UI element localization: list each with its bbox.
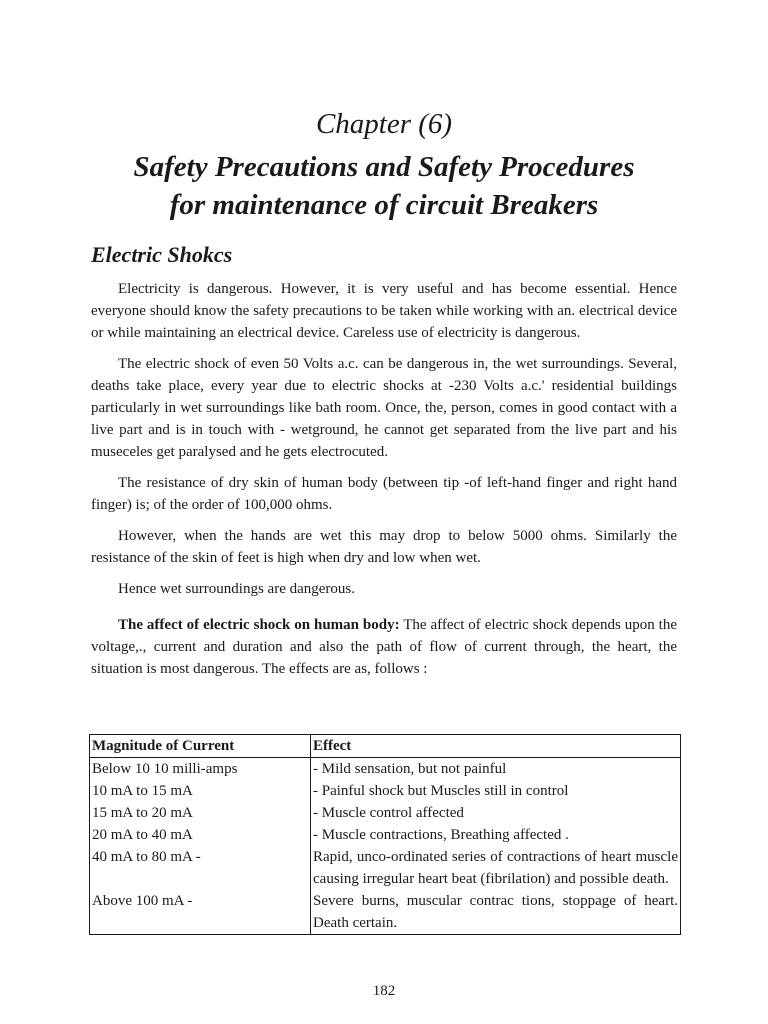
section-heading: Electric Shokcs — [91, 242, 233, 267]
table-row — [90, 890, 681, 935]
header-magnitude: Magnitude of Current — [90, 735, 311, 758]
paragraph-1: Electricity is dangerous. However, it is very useful and has become essential. Hence everyone should know the safety precautions to be taken while working with an. electrical device or while maintaining an electrical device. Careless use of electricity is dangerous. — [91, 281, 677, 341]
table-row — [90, 780, 681, 802]
chapter-title-line-1: Safety Precautions and Safety Procedures — [133, 151, 635, 183]
effect-cell: Rapid, unco-ordinated series of contractions of heart muscle causing irregular heart beat (fibrilation) and possible death. — [313, 849, 678, 887]
current-cell: 40 mA to 80 mA - — [90, 846, 311, 890]
affect-paragraph — [91, 614, 677, 680]
table-row — [90, 846, 681, 890]
paragraph-2: The electric shock of even 50 Volts a.c. can be dangerous in, the wet surroundings. Several, deaths take place, every year due to electric shocks at -230 Volts a.c.' residential buildings particularly in wet surroundings like bath room. Once, the, person, comes in good contact with a live part and is in touch with - wetground, he cannot get separated from the live part and his museceles get paralysed and he gets electrocuted. — [91, 356, 677, 460]
chapter-label: Chapter (6) — [315, 108, 453, 140]
effect-cell: - Muscle contractions, Breathing affected . — [313, 827, 569, 843]
current-cell: 20 mA to 40 mA — [90, 824, 311, 846]
paragraph-5: Hence wet surroundings are dangerous. — [118, 581, 356, 597]
current-cell: Below 10 10 milli-amps — [90, 758, 311, 781]
header-effect: Effect — [311, 735, 681, 758]
body-text — [91, 278, 677, 689]
shock-effects-table — [89, 734, 681, 935]
table-header-row — [90, 735, 681, 758]
table-row — [90, 802, 681, 824]
effect-cell: - Mild sensation, but not painful — [313, 761, 507, 777]
current-cell: Above 100 mA - — [90, 890, 311, 935]
effect-cell: - Painful shock but Muscles still in control — [313, 783, 569, 799]
effect-cell: Severe burns, muscular contrac tions, stoppage of heart. Death certain. — [313, 893, 678, 931]
paragraph-4: However, when the hands are wet this may drop to below 5000 ohms. Similarly the resistance of the skin of feet is high when dry and low when wet. — [91, 528, 677, 566]
affect-heading: The affect of electric shock on human body: — [118, 617, 400, 633]
current-cell: 10 mA to 15 mA — [90, 780, 311, 802]
page-number: 182 — [372, 983, 396, 999]
affect-text: The affect of electric shock depends upon the voltage,., current and duration and also the path of flow of current through, the heart, the situation is most dangerous. The effects are as, follows : — [91, 617, 677, 677]
table-row — [90, 758, 681, 781]
table-row — [90, 824, 681, 846]
paragraph-3: The resistance of dry skin of human body (between tip -of left-hand finger and right hand finger) is; of the order of 100,000 ohms. — [91, 475, 677, 513]
current-cell: 15 mA to 20 mA — [90, 802, 311, 824]
chapter-title-line-2: for maintenance of circuit Breakers — [169, 189, 599, 221]
chapter-title — [60, 148, 708, 224]
effect-cell: - Muscle control affected — [313, 805, 464, 821]
